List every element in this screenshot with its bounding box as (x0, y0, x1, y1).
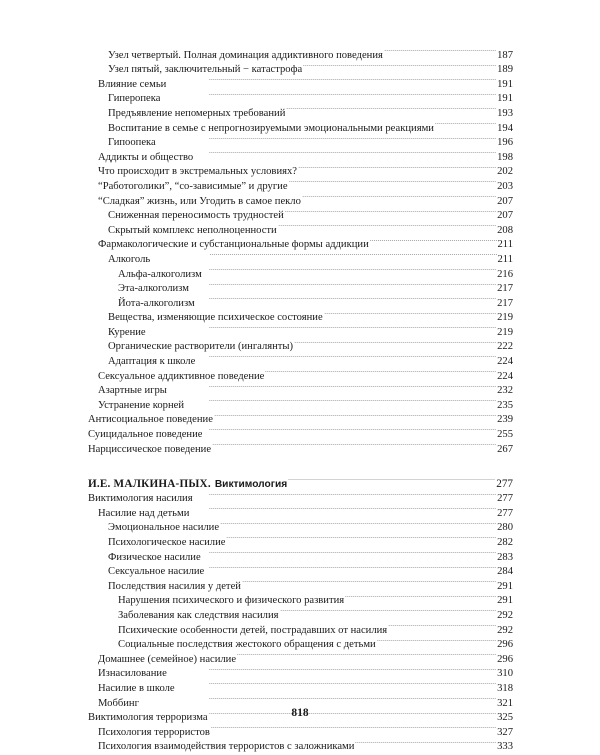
toc-page-number: 277 (497, 493, 513, 505)
leader-dots (203, 422, 496, 437)
toc-page-number: 327 (497, 726, 513, 738)
leader-dots (214, 408, 496, 423)
leader-dots (285, 204, 496, 219)
toc-page-number: 219 (497, 326, 513, 338)
toc-page-number: 216 (497, 268, 513, 280)
toc-entry-title: Психология взаимодействия террористов с заложниками (98, 741, 355, 753)
toc-entry-title: Скрытый комплекс неполноценности (108, 224, 277, 236)
toc-page-number: 277 (496, 477, 513, 490)
toc-entry-title: Альфа-алкоголизм (118, 268, 202, 280)
toc-page-number: 191 (497, 78, 513, 90)
leader-dots (288, 471, 495, 487)
toc-entry-title: Сексуальное аддиктивное поведение (98, 370, 265, 382)
leader-dots (377, 633, 496, 648)
toc-page-number: 292 (497, 624, 513, 636)
toc-page-number: 277 (497, 507, 513, 519)
toc-page-number: 284 (497, 566, 513, 578)
leader-dots (161, 87, 496, 102)
leader-dots (289, 174, 497, 189)
leader-dots (278, 218, 496, 233)
toc-page-number: 191 (497, 93, 513, 105)
toc-entry-title: Насилие над детьми (98, 507, 190, 519)
toc-entry-title: Алкоголь (108, 253, 151, 265)
leader-dots (242, 574, 496, 589)
toc-entry-title: Домашнее (семейное) насилие (98, 653, 237, 665)
toc-page-number: 187 (497, 49, 513, 61)
leader-dots (168, 662, 496, 677)
toc-entry-title: “Сладкая” жизнь, или Угодить в самое пекло (98, 195, 301, 207)
leader-dots (196, 349, 496, 364)
toc-entry-title: Физическое насилие (108, 551, 201, 563)
leader-dots (298, 160, 496, 175)
leader-dots (194, 487, 497, 502)
leader-dots (185, 393, 496, 408)
toc-page-number: 189 (497, 64, 513, 76)
toc-entry-title: Йота-алкоголизм (118, 297, 195, 309)
toc-entry-title: Адаптация к школе (108, 356, 196, 368)
toc-entry-title: Азартные игры (98, 385, 167, 397)
toc-page-number: 267 (497, 443, 513, 455)
leader-dots (226, 530, 496, 545)
leader-dots (355, 735, 496, 750)
toc-page-number: 217 (497, 297, 513, 309)
leader-dots (168, 379, 496, 394)
toc-page-number: 296 (497, 653, 513, 665)
toc-entry-title: Узел пятый, заключительный − катастрофа (108, 64, 303, 76)
toc-entry-title: Эта-алкоголизм (118, 283, 189, 295)
leader-dots (212, 437, 496, 452)
toc-entry (88, 691, 513, 709)
leader-dots (303, 58, 496, 73)
toc-entry-title: Сниженная переносимость трудностей (108, 210, 284, 222)
leader-dots (203, 262, 496, 277)
toc-entry (88, 43, 513, 61)
toc-entry-title: Последствия насилия у детей (108, 580, 241, 592)
toc-page-number: 310 (497, 668, 513, 680)
toc-entry-title: Нарушения психического и физического развития (118, 595, 345, 607)
toc-page-number: 292 (497, 609, 513, 621)
toc-entry (88, 247, 513, 265)
toc-entry-title: Психические особенности детей, пострадавших от насилия (118, 624, 388, 636)
leader-dots (220, 516, 496, 531)
toc-entry-title: “Работоголики”, “со-зависимые” и другие (98, 180, 288, 192)
toc-entry (88, 335, 513, 353)
toc-page-number: 325 (497, 712, 513, 724)
toc-entry-title: Психология террористов (98, 726, 210, 738)
toc-entry (88, 320, 513, 338)
leader-dots (147, 320, 497, 335)
toc-entry-title: Предъявление непомерных требований (108, 107, 286, 119)
leader-dots (190, 277, 496, 292)
leader-dots (157, 131, 496, 146)
leader-dots (237, 647, 496, 662)
book-title: Виктимология (214, 478, 288, 490)
toc-page-number: 280 (497, 522, 513, 534)
toc-page-number: 211 (497, 239, 513, 251)
leader-dots (435, 116, 496, 131)
leader-dots (265, 364, 496, 379)
toc-page-number: 193 (497, 107, 513, 119)
leader-dots (280, 603, 497, 618)
leader-dots (286, 101, 496, 116)
toc-page-number: 333 (497, 741, 513, 753)
toc-entry-title: Что происходит в экстремальных условиях? (98, 166, 297, 178)
toc-entry-title: Заболевания как следствия насилия (118, 609, 279, 621)
toc-entry-title: Нарциссическое поведение (88, 443, 212, 455)
toc-page-number: 202 (497, 166, 513, 178)
leader-dots (345, 589, 496, 604)
toc-page-number: 222 (497, 341, 513, 353)
toc-page-number: 208 (497, 224, 513, 236)
leader-dots (324, 306, 496, 321)
toc-page-number: 224 (497, 370, 513, 382)
page-number: 818 (291, 707, 309, 719)
toc-entry-title: Вещества, изменяющие психическое состояние (108, 312, 323, 324)
toc-entry-title: Узел четвертый. Полная доминация аддиктивного поведения (108, 49, 383, 61)
leader-dots (294, 335, 496, 350)
leader-dots (176, 676, 497, 691)
toc-page-number: 198 (497, 151, 513, 163)
toc-entry-title: Виктимология терроризма (88, 712, 208, 724)
leader-dots (190, 501, 496, 516)
toc-entry-title: Виктимология насилия (88, 493, 193, 505)
leader-dots (211, 720, 496, 735)
toc-section-continued (88, 43, 513, 455)
toc-entry-title: Социальные последствия жестокого обращения с детьми (118, 639, 376, 651)
toc-page-number: 203 (497, 180, 513, 192)
toc-entry-title: Моббинг (98, 697, 139, 709)
toc-entry-title: Устранение корней (98, 399, 184, 411)
toc-page-number: 219 (497, 312, 513, 324)
toc-page-number: 291 (497, 595, 513, 607)
leader-dots (194, 145, 496, 160)
author-name: И.Е. МАЛКИНА-ПЫХ. (88, 477, 211, 490)
toc-entry-title: Органические растворители (ингалянты) (108, 341, 294, 353)
toc-entry-title: Влияние семьи (98, 78, 167, 90)
toc-page-number: 196 (497, 137, 513, 149)
toc-page-number: 232 (497, 385, 513, 397)
toc-entry-title: Сексуальное насилие (108, 566, 205, 578)
toc-page-number: 207 (497, 210, 513, 222)
leader-dots (384, 43, 496, 58)
toc-page-number: 283 (497, 551, 513, 563)
toc-entry-title: Аддикты и общество (98, 151, 194, 163)
toc-page-number: 207 (497, 195, 513, 207)
toc-page-number: 296 (497, 639, 513, 651)
toc-page-number: 217 (497, 283, 513, 295)
leader-dots (205, 560, 496, 575)
toc-entry-title: Психологическое насилие (108, 537, 226, 548)
toc-entry-title: Гиперопека (108, 93, 161, 105)
toc-entry-title: Изнасилование (98, 668, 167, 680)
leader-dots (140, 691, 496, 706)
toc-page-number: 282 (497, 537, 513, 548)
toc-page-number: 255 (497, 429, 513, 441)
toc-page-number: 239 (497, 414, 513, 426)
toc-author-heading (88, 471, 513, 490)
toc-page-number: 318 (497, 682, 513, 694)
toc-entry-title: Насилие в школе (98, 682, 175, 694)
toc-page-number: 224 (497, 356, 513, 368)
leader-dots (151, 247, 496, 262)
toc-page-number: 291 (497, 580, 513, 592)
toc-entry-title: Суицидальное поведение (88, 429, 203, 441)
toc-entry-title: Курение (108, 326, 146, 338)
leader-dots (202, 545, 496, 560)
leader-dots (388, 618, 496, 633)
toc-entry-title: Антисоциальное поведение (88, 414, 213, 426)
toc-page-number: 235 (497, 399, 513, 411)
toc-entry-title: Воспитание в семье с непрогнозируемыми эмоциональными реакциями (108, 122, 434, 134)
leader-dots (302, 189, 496, 204)
leader-dots (167, 72, 496, 87)
toc-entry (88, 262, 513, 280)
toc-entry-title: Эмоциональное насилие (108, 522, 220, 534)
toc-page-number: 194 (497, 122, 513, 134)
leader-dots (196, 291, 496, 306)
toc-page-number: 211 (497, 253, 513, 265)
toc-page-number: 321 (497, 697, 513, 709)
table-of-contents (88, 43, 513, 753)
leader-dots (370, 233, 497, 248)
toc-entry-title: Фармакологические и субстанциональные формы аддикции (98, 239, 369, 251)
toc-entry-title: Гипоопека (108, 137, 156, 149)
